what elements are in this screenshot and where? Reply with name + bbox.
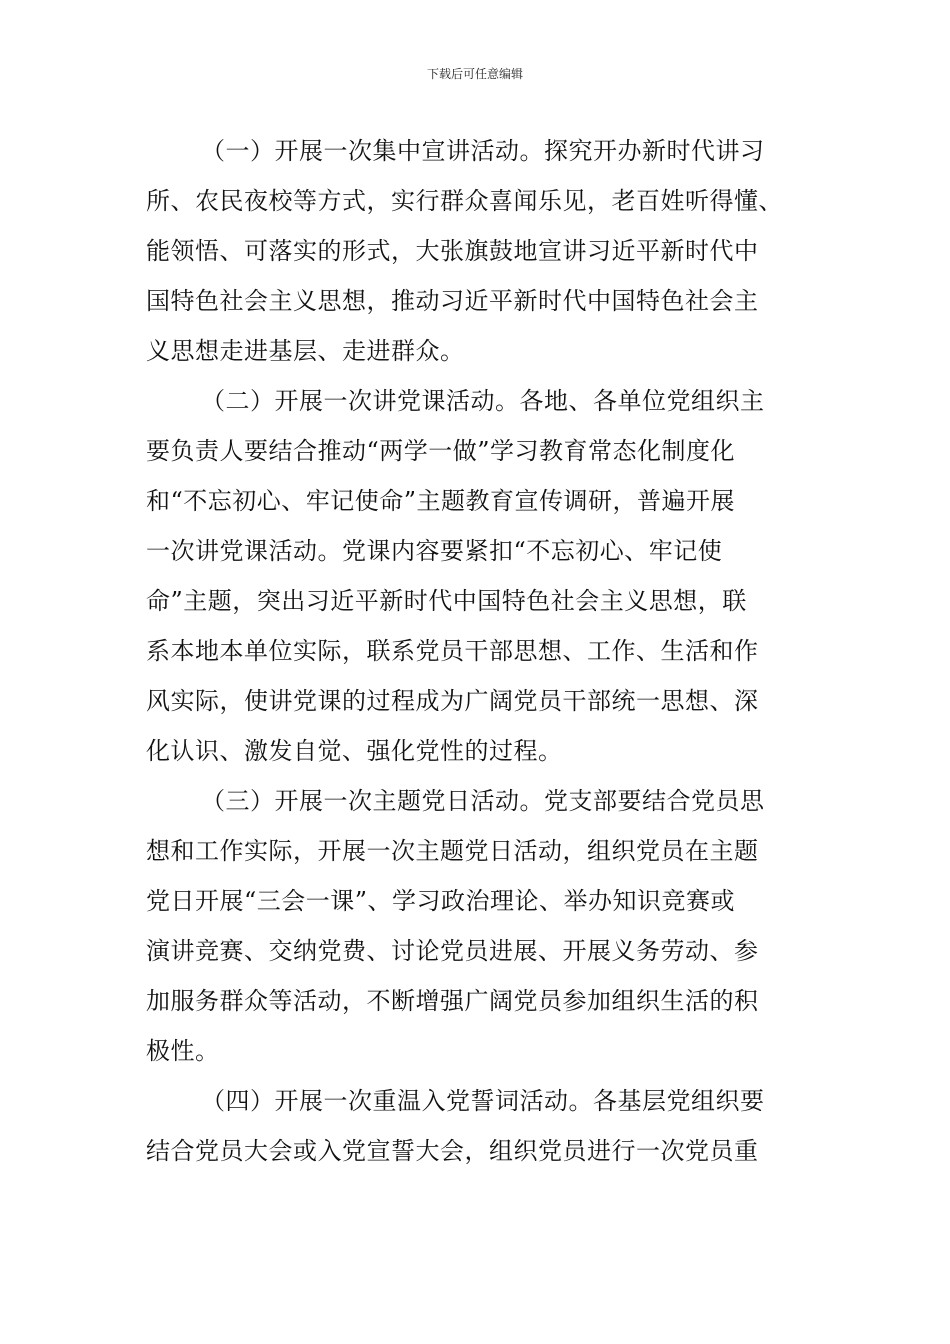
text-line: 能领悟、可落实的形式，大张旗鼓地宣讲习近平新时代中: [146, 237, 759, 265]
text-line: 系本地本单位实际，联系党员干部思想、工作、生活和作: [146, 637, 759, 665]
text-line: （一）开展一次集中宣讲活动。探究开办新时代讲习: [201, 137, 765, 165]
page-header: 下载后可任意编辑: [426, 67, 523, 81]
text-line: 义思想走进基层、走进群众。: [146, 337, 465, 365]
text-line: 化认识、激发自觉、强化党性的过程。: [146, 737, 563, 765]
text-line: 演讲竞赛、交纳党费、讨论党员进展、开展义务劳动、参: [146, 937, 759, 965]
text-line: 所、农民夜校等方式，实行群众喜闻乐见，老百姓听得懂、: [146, 187, 783, 215]
text-line: 命”主题，突出习近平新时代中国特色社会主义思想，联: [146, 587, 747, 615]
text-line: 党日开展“三会一课”、学习政治理论、举办知识竞赛或: [146, 887, 736, 915]
text-line: （三）开展一次主题党日活动。党支部要结合党员思: [201, 787, 765, 815]
text-line: 和“不忘初心、牢记使命”主题教育宣传调研，普遍开展: [146, 487, 736, 515]
text-line: 国特色社会主义思想，推动习近平新时代中国特色社会主: [146, 287, 759, 315]
text-line: 想和工作实际，开展一次主题党日活动，组织党员在主题: [146, 837, 759, 865]
text-line: 结合党员大会或入党宣誓大会，组织党员进行一次党员重: [146, 1137, 759, 1165]
text-line: 风实际，使讲党课的过程成为广阔党员干部统一思想、深: [146, 687, 759, 715]
text-line: 加服务群众等活动，不断增强广阔党员参加组织生活的积: [146, 987, 759, 1015]
text-line: 极性。: [146, 1037, 220, 1065]
text-line: （二）开展一次讲党课活动。各地、各单位党组织主: [201, 387, 765, 415]
text-line: 要负责人要结合推动“两学一做”学习教育常态化制度化: [146, 437, 736, 465]
text-line: 一次讲党课活动。党课内容要紧扣“不忘初心、牢记使: [146, 537, 723, 565]
text-line: （四）开展一次重温入党誓词活动。各基层党组织要: [201, 1087, 765, 1115]
